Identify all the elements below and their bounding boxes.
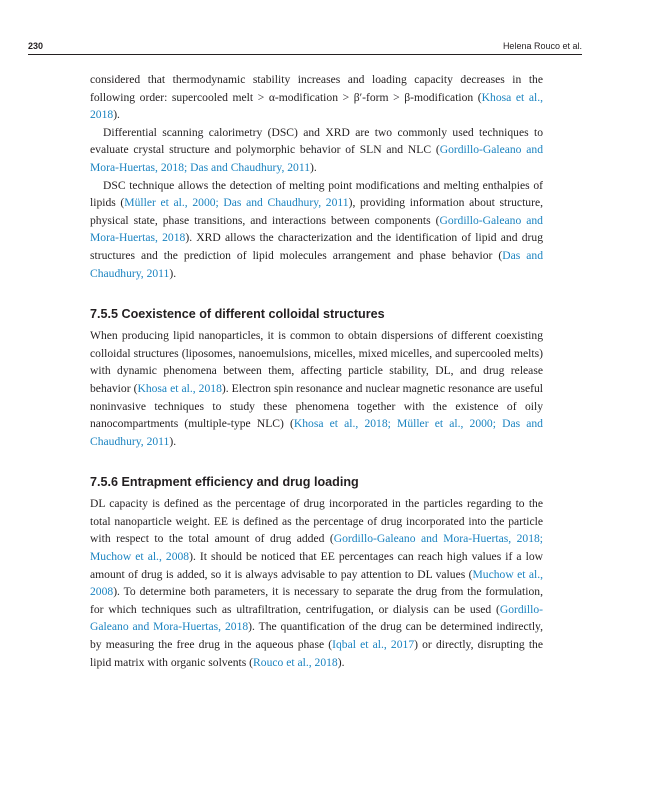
citation-link[interactable]: Khosa et al., 2018 <box>137 381 222 395</box>
section-heading-coexistence: 7.5.5 Coexistence of different colloidal structures <box>90 307 385 322</box>
running-author: Helena Rouco et al. <box>502 41 582 51</box>
body-text: ). <box>337 655 345 669</box>
body-text: ). Electron spin resonance and nuclear magnetic resonance are useful noninvasive techniques to study these phenomena together with the existence of oily nanocompartments (multiple-type NLC) ( <box>90 381 543 431</box>
paragraph-entrapment-loading <box>90 495 543 671</box>
paragraph-thermodynamic-order <box>90 71 543 124</box>
body-text: DSC technique allows the detection of melting point modifications and melting enthalpies of lipids ( <box>90 178 543 210</box>
citation-link[interactable]: Gordillo-Galeano and Mora-Huertas, 2018 <box>90 213 543 245</box>
body-text: ) or directly, disrupting the lipid matrix with organic solvents ( <box>90 638 543 669</box>
running-header <box>28 38 582 55</box>
citation-link[interactable]: Gordillo-Galeano and Mora-Huertas, 2018; Das and Chaudhury, 2011 <box>90 143 543 174</box>
page-body <box>90 71 543 671</box>
body-text: ), providing information about structure, physical state, phase transitions, and interactions between components ( <box>90 196 543 227</box>
body-text: When producing lipid nanoparticles, it is common to obtain dispersions of different coexisting colloidal structures (liposomes, nanoemulsions, micelles, mixed micelles, and supercooled melts) with dynamic phenomena between them, affecting particle stability, DL, and drug release behavior ( <box>90 329 543 395</box>
paragraph-colloidal-structures <box>90 327 543 450</box>
body-text: ). The quantification of the drug can be determined indirectly, by measuring the free drug in the aqueous phase ( <box>90 620 543 652</box>
citation-link[interactable]: Das and Chaudhury, 2011 <box>90 248 543 280</box>
body-text: DL capacity is defined as the percentage of drug incorporated in the particles regarding to the total nanoparticle weight. EE is defined as the percentage of drug incorporated into the particle with respect to the total amount of drug added ( <box>90 497 543 546</box>
citation-link[interactable]: Khosa et al., 2018; Müller et al., 2000; Das and Chaudhury, 2011 <box>90 417 543 448</box>
body-text: ). <box>310 160 317 174</box>
body-text: Differential scanning calorimetry (DSC) and XRD are two commonly used techniques to evaluate crystal structure and polymorphic behavior of SLN and NLC ( <box>90 125 543 157</box>
body-text: considered that thermodynamic stability increases and loading capacity decreases in the following order: supercooled melt > α-modification > β′-form > β-modification ( <box>90 73 543 104</box>
body-text: ). <box>169 434 177 448</box>
body-text: ). To determine both parameters, it is necessary to separate the drug from the formulation, for which techniques such as ultrafiltration, centrifugation, or dialysis can be used ( <box>90 585 543 616</box>
body-text: ). XRD allows the characterization and the identification of lipid and drug structures and the prediction of lipid molecules arrangement and phase behavior ( <box>90 231 543 262</box>
citation-link[interactable]: Iqbal et al., 2017 <box>332 638 415 652</box>
citation-link[interactable]: Rouco et al., 2018 <box>253 655 338 669</box>
citation-link[interactable]: Muchow et al., 2008 <box>90 567 544 599</box>
paragraph-dsc-xrd <box>90 124 543 177</box>
citation-link[interactable]: Gordillo-Galeano and Mora-Huertas, 2018 <box>90 602 543 634</box>
citation-link[interactable]: Khosa et al., 2018 <box>90 90 543 122</box>
body-text: ). <box>169 266 177 280</box>
page-number: 230 <box>28 41 44 51</box>
citation-link[interactable]: Müller et al., 2000; Das and Chaudhury, 2011 <box>124 196 349 210</box>
body-text: ). <box>113 108 120 122</box>
section-heading-entrapment: 7.5.6 Entrapment efficiency and drug loading <box>90 475 359 490</box>
body-text: ). It should be noticed that EE percentages can reach high values if a low amount of drug is added, so it is always advisable to pay attention to DL values ( <box>90 550 543 581</box>
paragraph-dsc-technique <box>90 177 543 283</box>
citation-link[interactable]: Gordillo-Galeano and Mora-Huertas, 2018; Muchow et al., 2008 <box>90 532 544 564</box>
